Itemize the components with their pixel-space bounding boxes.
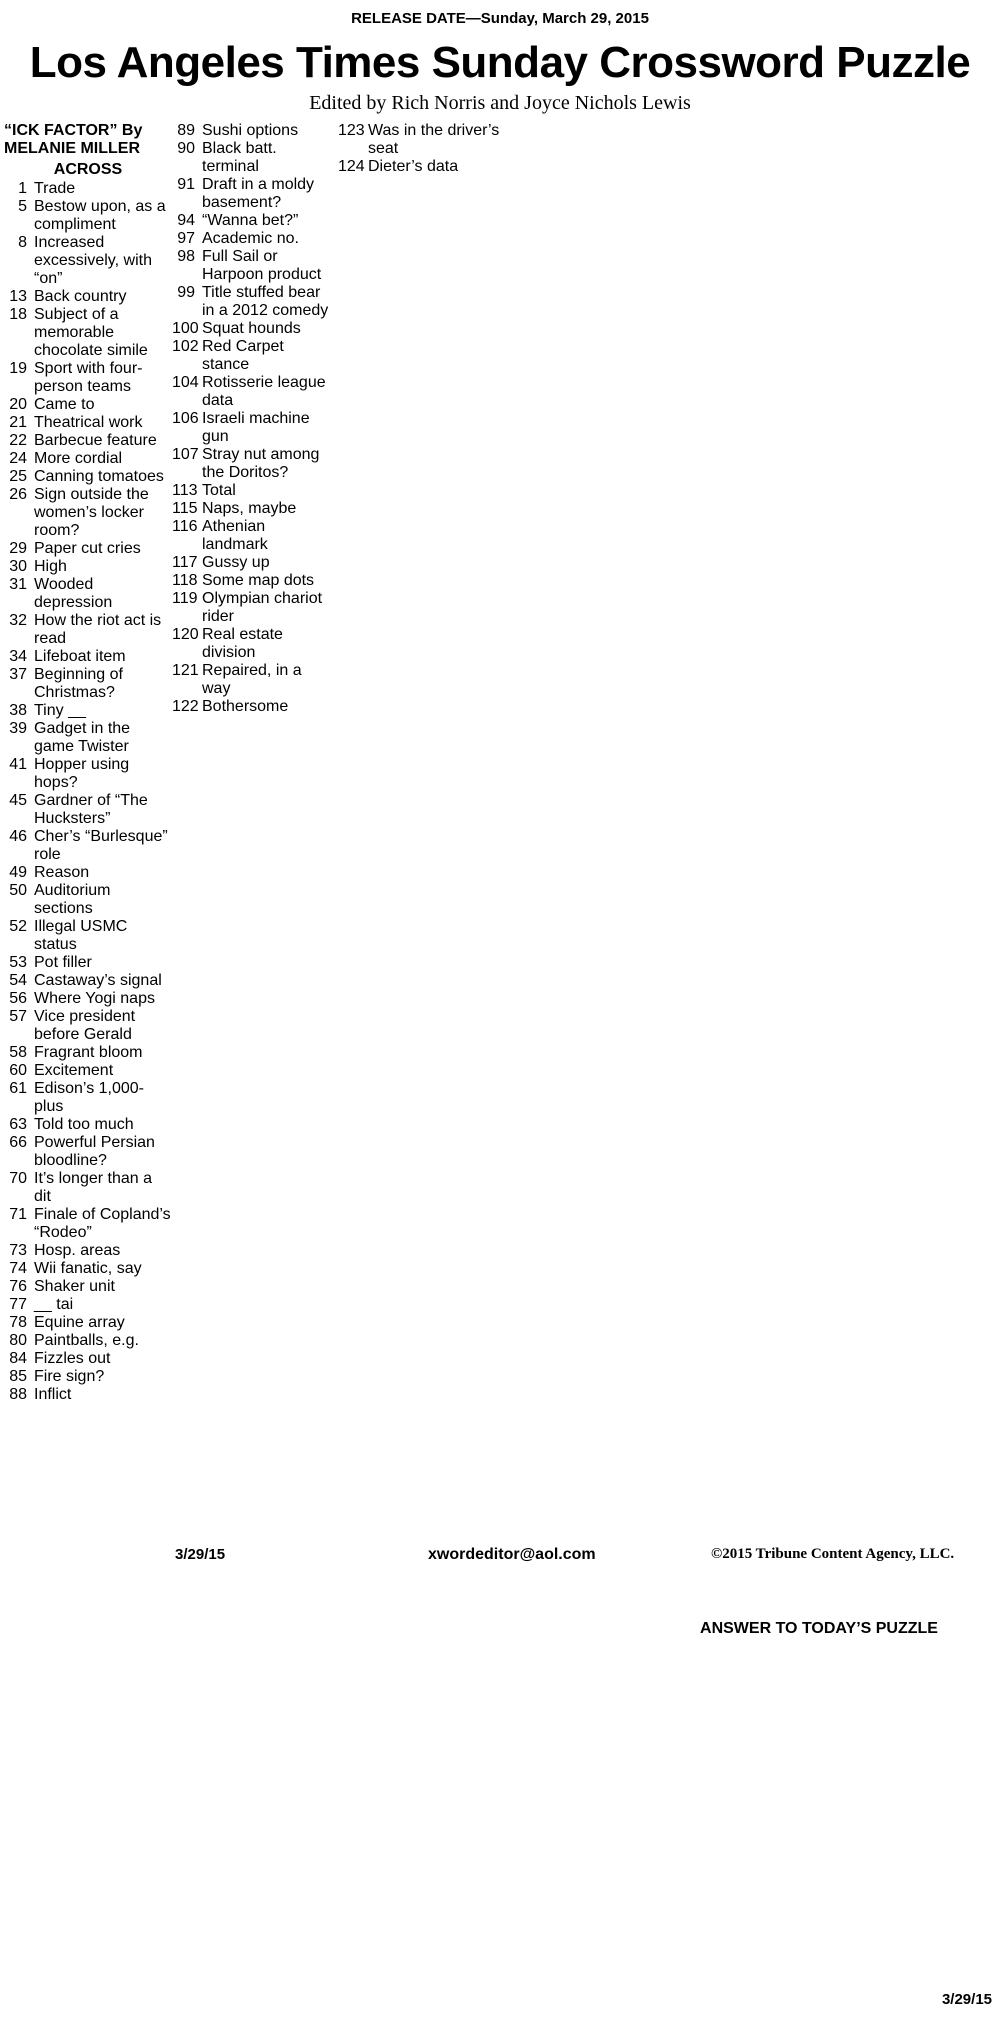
clue-across-106 [172,410,334,446]
clue-number: 5 [18,198,27,215]
clue-across-117 [172,554,334,572]
clue-text: Sport with four-person teams [34,360,143,395]
clue-number: 18 [9,306,27,323]
clue-text: Red Carpet stance [202,338,284,373]
clue-across-85 [4,1368,172,1386]
clue-text: Sushi options [202,122,299,139]
clue-text: Subject of a memorable chocolate simile [34,306,148,359]
clue-text: Lifeboat item [34,648,126,665]
clue-across-8 [4,234,172,288]
clue-text: Paper cut cries [34,540,141,557]
clue-across-19 [4,360,172,396]
clue-across-22 [4,432,172,450]
clue-across-116 [172,518,334,554]
clue-number: 1 [18,180,27,197]
clue-across-124 [338,158,500,176]
clue-text: Total [202,482,236,499]
clue-number: 78 [9,1314,27,1331]
clue-text: Auditorium sections [34,882,111,917]
clue-text: Where Yogi naps [34,990,155,1007]
clue-across-45 [4,792,172,828]
clue-across-121 [172,662,334,698]
clue-across-26 [4,486,172,540]
puzzle-title: “ICK FACTOR” By [4,122,143,139]
clue-number: 71 [9,1206,27,1223]
clue-text: Excitement [34,1062,114,1079]
clue-across-13 [4,288,172,306]
clue-across-71 [4,1206,172,1242]
clue-text: Rotisserie league data [202,374,326,409]
clue-across-76 [4,1278,172,1296]
clue-number: 91 [177,176,195,193]
clue-across-119 [172,590,334,626]
clue-across-80 [4,1332,172,1350]
clue-number: 61 [9,1080,27,1097]
clue-across-21 [4,414,172,432]
clue-across-29 [4,540,172,558]
clue-number: 39 [9,720,27,737]
clue-text: Powerful Persian bloodline? [34,1134,155,1169]
clue-across-100 [172,320,334,338]
clue-text: Olympian chariot rider [202,590,323,625]
clue-number: 8 [18,234,27,251]
clue-number: 50 [9,882,27,899]
clue-across-123 [338,122,500,158]
clue-text: Wii fanatic, say [34,1260,142,1277]
puzzle-author: MELANIE MILLER [4,140,140,157]
answer-date: 3/29/15 [941,1991,992,2008]
clue-number: 19 [9,360,27,377]
clue-across-56 [4,990,172,1008]
clue-across-90 [172,140,334,176]
clue-number: 57 [9,1008,27,1025]
clue-number: 118 [172,572,198,589]
clue-number: 89 [177,122,195,139]
clue-text: How the riot act is read [34,612,162,647]
clue-text: It’s longer than a dit [34,1170,153,1205]
clue-across-77 [4,1296,172,1314]
clue-text: Increased excessively, with “on” [34,234,152,287]
across-heading: ACROSS [53,161,123,178]
clue-number: 76 [9,1278,27,1295]
clue-column-2 [172,122,334,716]
clue-across-57 [4,1008,172,1044]
clue-text: Gardner of “The Hucksters” [34,792,148,827]
clue-text: Trade [34,180,76,197]
editors-line: Edited by Rich Norris and Joyce Nichols Lewis [309,92,691,114]
clue-across-66 [4,1134,172,1170]
clue-across-115 [172,500,334,518]
clue-text: Israeli machine gun [202,410,310,445]
clue-number: 46 [9,828,27,845]
clue-text: Equine array [34,1314,125,1331]
clue-across-53 [4,954,172,972]
clue-text: Tiny __ [34,702,86,719]
clue-across-104 [172,374,334,410]
clue-text: Draft in a moldy basement? [202,176,315,211]
clue-number: 30 [9,558,27,575]
footer-date: 3/29/15 [175,1546,226,1563]
clue-number: 90 [177,140,195,157]
clue-across-88 [4,1386,172,1404]
clue-across-70 [4,1170,172,1206]
clue-text: Naps, maybe [202,500,297,517]
clue-across-52 [4,918,172,954]
clue-across-5 [4,198,172,234]
clue-text: High [34,558,67,575]
clue-text: Some map dots [202,572,315,589]
clue-text: Canning tomatoes [34,468,164,485]
clue-text: Reason [34,864,90,881]
clue-number: 26 [9,486,27,503]
clue-across-102 [172,338,334,374]
clue-text: Vice president before Gerald [34,1008,136,1043]
clue-number: 80 [9,1332,27,1349]
clue-text: Fire sign? [34,1368,105,1385]
clue-number: 45 [9,792,27,809]
clue-number: 74 [9,1260,27,1277]
clue-text: Shaker unit [34,1278,115,1295]
clue-across-122 [172,698,334,716]
clue-across-34 [4,648,172,666]
clue-text: Fragrant bloom [34,1044,143,1061]
clue-text: Full Sail or Harpoon product [202,248,322,283]
clue-text: Athenian landmark [202,518,268,553]
clue-number: 120 [172,626,199,643]
clue-number: 117 [172,554,198,571]
clue-text: More cordial [34,450,123,467]
clue-across-39 [4,720,172,756]
clue-text: Told too much [34,1116,134,1133]
clue-across-38 [4,702,172,720]
clue-text: Title stuffed bear in a 2012 comedy [202,284,329,319]
clue-column-1 [4,122,172,1404]
clue-number: 13 [9,288,27,305]
release-date: RELEASE DATE—Sunday, March 29, 2015 [351,10,649,27]
clue-number: 56 [9,990,27,1007]
clue-text: Academic no. [202,230,299,247]
clue-number: 115 [172,500,198,517]
clue-across-31 [4,576,172,612]
clue-across-99 [172,284,334,320]
clue-text: Gadget in the game Twister [34,720,131,755]
clue-number: 123 [338,122,365,139]
clue-text: Hosp. areas [34,1242,121,1259]
clue-across-94 [172,212,334,230]
clue-text: Stray nut among the Doritos? [202,446,320,481]
clue-number: 37 [9,666,27,683]
clue-number: 49 [9,864,27,881]
copyright-notice: ©2015 Tribune Content Agency, LLC. [711,1546,955,1562]
clue-number: 53 [9,954,27,971]
clue-across-107 [172,446,334,482]
clue-text: Dieter’s data [368,158,459,175]
clue-text: Black batt. terminal [202,140,277,175]
clue-number: 54 [9,972,27,989]
clue-number: 63 [9,1116,27,1133]
clue-number: 116 [172,518,198,535]
clue-text: Cher’s “Burlesque” role [34,828,168,863]
clue-number: 25 [9,468,27,485]
clue-text: Squat hounds [202,320,301,337]
clue-number: 66 [9,1134,27,1151]
clue-number: 97 [177,230,195,247]
clue-across-18 [4,306,172,360]
clue-text: Was in the driver’s seat [368,122,500,157]
clue-column-3 [338,122,500,176]
clue-across-20 [4,396,172,414]
clue-text: Beginning of Christmas? [34,666,123,701]
clue-across-30 [4,558,172,576]
clue-number: 32 [9,612,27,629]
clue-text: Bothersome [202,698,289,715]
clue-across-49 [4,864,172,882]
clue-number: 21 [9,414,27,431]
clue-number: 38 [9,702,27,719]
clue-number: 121 [172,662,199,679]
clue-across-41 [4,756,172,792]
clue-number: 85 [9,1368,27,1385]
clue-number: 113 [172,482,198,499]
clue-text: Finale of Copland’s “Rodeo” [34,1206,171,1241]
clue-number: 31 [9,576,27,593]
clue-text: Wooded depression [34,576,113,611]
clue-across-54 [4,972,172,990]
clue-number: 88 [9,1386,27,1403]
clue-across-61 [4,1080,172,1116]
clue-across-73 [4,1242,172,1260]
clue-across-97 [172,230,334,248]
clue-across-84 [4,1350,172,1368]
clue-across-58 [4,1044,172,1062]
clue-number: 104 [172,374,199,391]
clue-number: 77 [9,1296,27,1313]
clue-number: 106 [172,410,199,427]
clue-text: Repaired, in a way [202,662,302,697]
clue-across-118 [172,572,334,590]
clue-across-25 [4,468,172,486]
clue-text: Paintballs, e.g. [34,1332,139,1349]
clue-number: 73 [9,1242,27,1259]
clue-text: Pot filler [34,954,92,971]
clue-text: Inflict [34,1386,72,1403]
clue-across-37 [4,666,172,702]
clue-number: 84 [9,1350,27,1367]
clue-number: 94 [177,212,195,229]
clue-number: 102 [172,338,199,355]
clue-across-91 [172,176,334,212]
clue-text: Illegal USMC status [34,918,128,953]
clue-across-24 [4,450,172,468]
clue-text: Gussy up [202,554,270,571]
clue-text: __ tai [34,1296,74,1313]
clue-number: 52 [9,918,27,935]
clue-text: Back country [34,288,127,305]
clue-number: 22 [9,432,27,449]
clue-number: 124 [338,158,365,175]
clue-text: Sign outside the women’s locker room? [34,486,149,539]
clue-number: 100 [172,320,199,337]
clue-text: Came to [34,396,95,413]
clue-text: Bestow upon, as a compliment [34,198,166,233]
clue-text: Fizzles out [34,1350,111,1367]
clue-number: 20 [9,396,27,413]
clue-number: 24 [9,450,27,467]
clue-text: Barbecue feature [34,432,157,449]
clue-number: 99 [177,284,195,301]
clue-across-89 [172,122,334,140]
clue-across-74 [4,1260,172,1278]
clue-number: 29 [9,540,27,557]
clue-text: Real estate division [202,626,283,661]
clue-across-63 [4,1116,172,1134]
clue-across-50 [4,882,172,918]
clue-across-32 [4,612,172,648]
clue-number: 107 [172,446,199,463]
clue-number: 41 [9,756,27,773]
editor-email: xwordeditor@aol.com [428,1546,596,1563]
clue-number: 58 [9,1044,27,1061]
answer-heading: ANSWER TO TODAY’S PUZZLE [700,1620,938,1637]
clue-text: Edison’s 1,000-plus [34,1080,144,1115]
clue-number: 122 [172,698,199,715]
clue-text: Theatrical work [34,414,143,431]
clue-number: 34 [9,648,27,665]
page-title: Los Angeles Times Sunday Crossword Puzzle [29,38,971,87]
clue-number: 98 [177,248,195,265]
clue-across-120 [172,626,334,662]
clue-across-1 [4,180,172,198]
clue-across-113 [172,482,334,500]
clue-across-78 [4,1314,172,1332]
clue-number: 119 [172,590,198,607]
clue-number: 70 [9,1170,27,1187]
clue-text: “Wanna bet?” [202,212,299,229]
clue-across-98 [172,248,334,284]
clue-across-60 [4,1062,172,1080]
clue-across-46 [4,828,172,864]
clue-text: Hopper using hops? [34,756,130,791]
clue-number: 60 [9,1062,27,1079]
clue-text: Castaway’s signal [34,972,162,989]
